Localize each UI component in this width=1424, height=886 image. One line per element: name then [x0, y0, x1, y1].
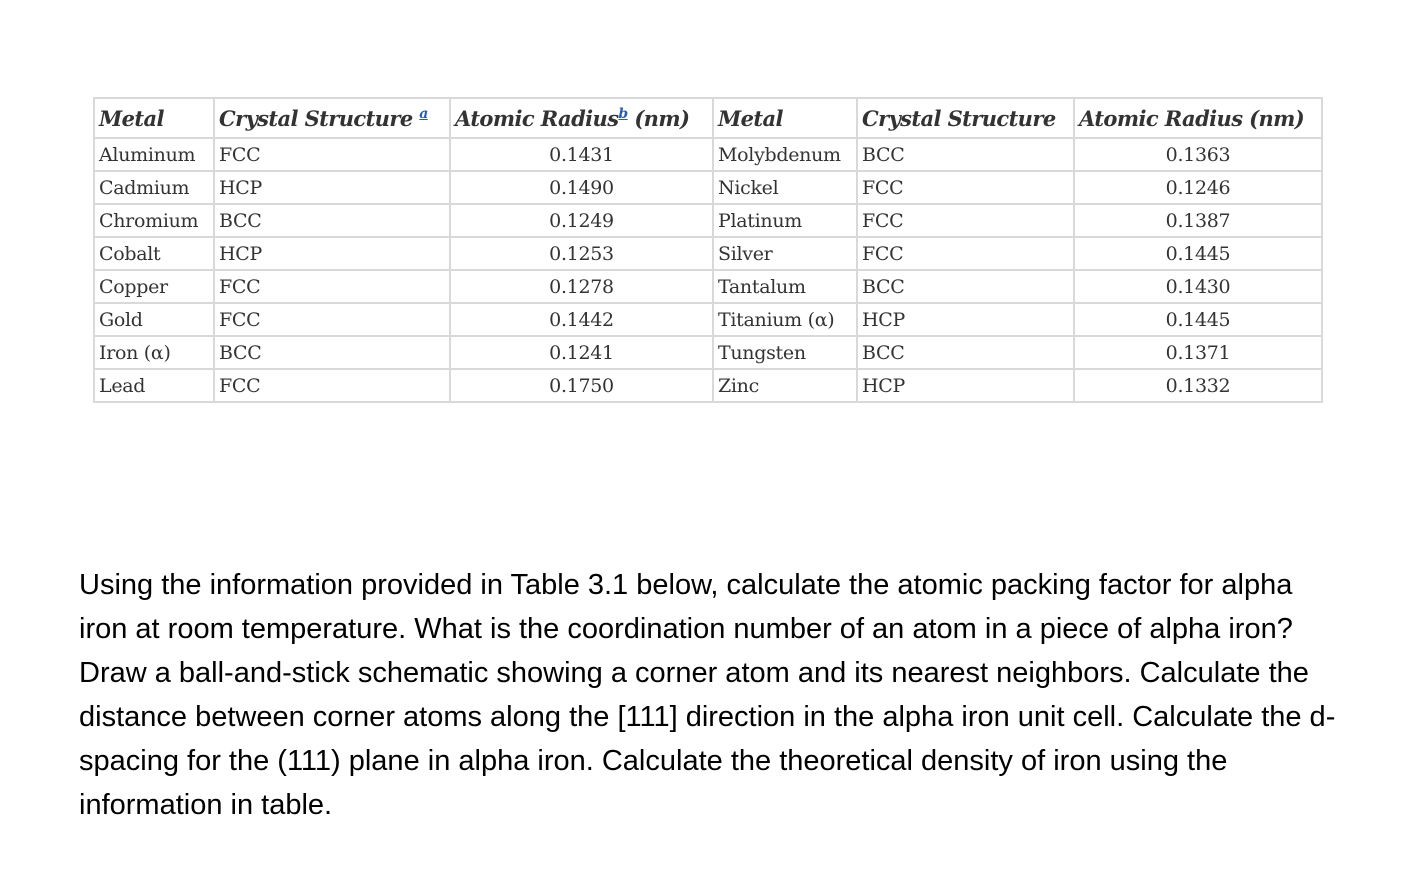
atomic-radius-cell: 0.1490	[450, 171, 713, 204]
crystal-structure-cell: BCC	[214, 204, 450, 237]
metal-cell: Tungsten	[713, 336, 857, 369]
metal-cell: Tantalum	[713, 270, 857, 303]
header-atomic-radius: Atomic Radius$^b$ (nm)	[450, 98, 713, 138]
metal-cell: Aluminum	[94, 138, 214, 171]
metal-cell: Gold	[94, 303, 214, 336]
table-row	[94, 237, 1322, 270]
metals-table	[93, 97, 1323, 403]
atomic-radius-cell: 0.1253	[450, 237, 713, 270]
atomic-radius-cell: 0.1445	[1074, 303, 1322, 336]
crystal-structure-cell: FCC	[214, 138, 450, 171]
atomic-radius-cell: 0.1445	[1074, 237, 1322, 270]
crystal-structure-cell: FCC	[857, 237, 1074, 270]
crystal-structure-cell: BCC	[857, 270, 1074, 303]
metal-cell: Molybdenum	[713, 138, 857, 171]
crystal-structure-cell: BCC	[857, 138, 1074, 171]
metal-cell: Cadmium	[94, 171, 214, 204]
atomic-radius-cell: 0.1241	[450, 336, 713, 369]
crystal-structure-cell: FCC	[857, 171, 1074, 204]
metal-cell: Lead	[94, 369, 214, 402]
atomic-radius-cell: 0.1363	[1074, 138, 1322, 171]
metal-cell: Silver	[713, 237, 857, 270]
metal-cell: Zinc	[713, 369, 857, 402]
metal-cell: Titanium (α)	[713, 303, 857, 336]
question-text: Using the information provided in Table 3.1 below, calculate the atomic packing factor for alpha iron at room temperature. What is the coordination number of an atom in a piece of alpha iron? Draw a ball-and-stick schematic showing a corner atom and its nearest neighbors. Calculate the distance between corner atoms along the [111] direction in the alpha iron unit cell. Calculate the d-spacing for the (111) plane in alpha iron. Calculate the theoretical density of iron using the information in table.	[79, 569, 1336, 821]
table-row	[94, 270, 1322, 303]
metal-cell: Copper	[94, 270, 214, 303]
atomic-radius-cell: 0.1387	[1074, 204, 1322, 237]
atomic-radius-cell: 0.1430	[1074, 270, 1322, 303]
crystal-structure-cell: HCP	[214, 237, 450, 270]
crystal-structure-cell: FCC	[214, 369, 450, 402]
crystal-structure-cell: FCC	[214, 303, 450, 336]
crystal-structure-cell: FCC	[214, 270, 450, 303]
crystal-structure-cell: HCP	[857, 303, 1074, 336]
table-row	[94, 171, 1322, 204]
metal-cell: Nickel	[713, 171, 857, 204]
table-body	[94, 138, 1322, 402]
table-header-row	[94, 98, 1322, 138]
header-crystal-structure-2: Crystal Structure	[857, 98, 1074, 138]
crystal-structure-cell: HCP	[857, 369, 1074, 402]
crystal-structure-cell: BCC	[214, 336, 450, 369]
atomic-radius-cell: 0.1249	[450, 204, 713, 237]
crystal-structure-cell: BCC	[857, 336, 1074, 369]
metal-cell: Iron (α)	[94, 336, 214, 369]
atomic-radius-cell: 0.1750	[450, 369, 713, 402]
atomic-radius-cell: 0.1246	[1074, 171, 1322, 204]
footnote-link-a[interactable]: a	[419, 105, 428, 122]
header-crystal-structure: Crystal Structure $^a$	[214, 98, 450, 138]
footnote-link-b[interactable]: b	[618, 105, 628, 122]
atomic-radius-cell: 0.1431	[450, 138, 713, 171]
atomic-radius-cell: 0.1442	[450, 303, 713, 336]
atomic-radius-cell: 0.1332	[1074, 369, 1322, 402]
atomic-radius-cell: 0.1278	[450, 270, 713, 303]
crystal-structure-cell: HCP	[214, 171, 450, 204]
crystal-structure-cell: FCC	[857, 204, 1074, 237]
metal-cell: Chromium	[94, 204, 214, 237]
header-metal: Metal	[94, 98, 214, 138]
header-metal-2: Metal	[713, 98, 857, 138]
metal-cell: Platinum	[713, 204, 857, 237]
atomic-radius-cell: 0.1371	[1074, 336, 1322, 369]
metal-cell: Cobalt	[94, 237, 214, 270]
table-row	[94, 204, 1322, 237]
table-row	[94, 369, 1322, 402]
table-row	[94, 303, 1322, 336]
table-row	[94, 336, 1322, 369]
header-atomic-radius-2: Atomic Radius (nm)	[1074, 98, 1322, 138]
table-row	[94, 138, 1322, 171]
